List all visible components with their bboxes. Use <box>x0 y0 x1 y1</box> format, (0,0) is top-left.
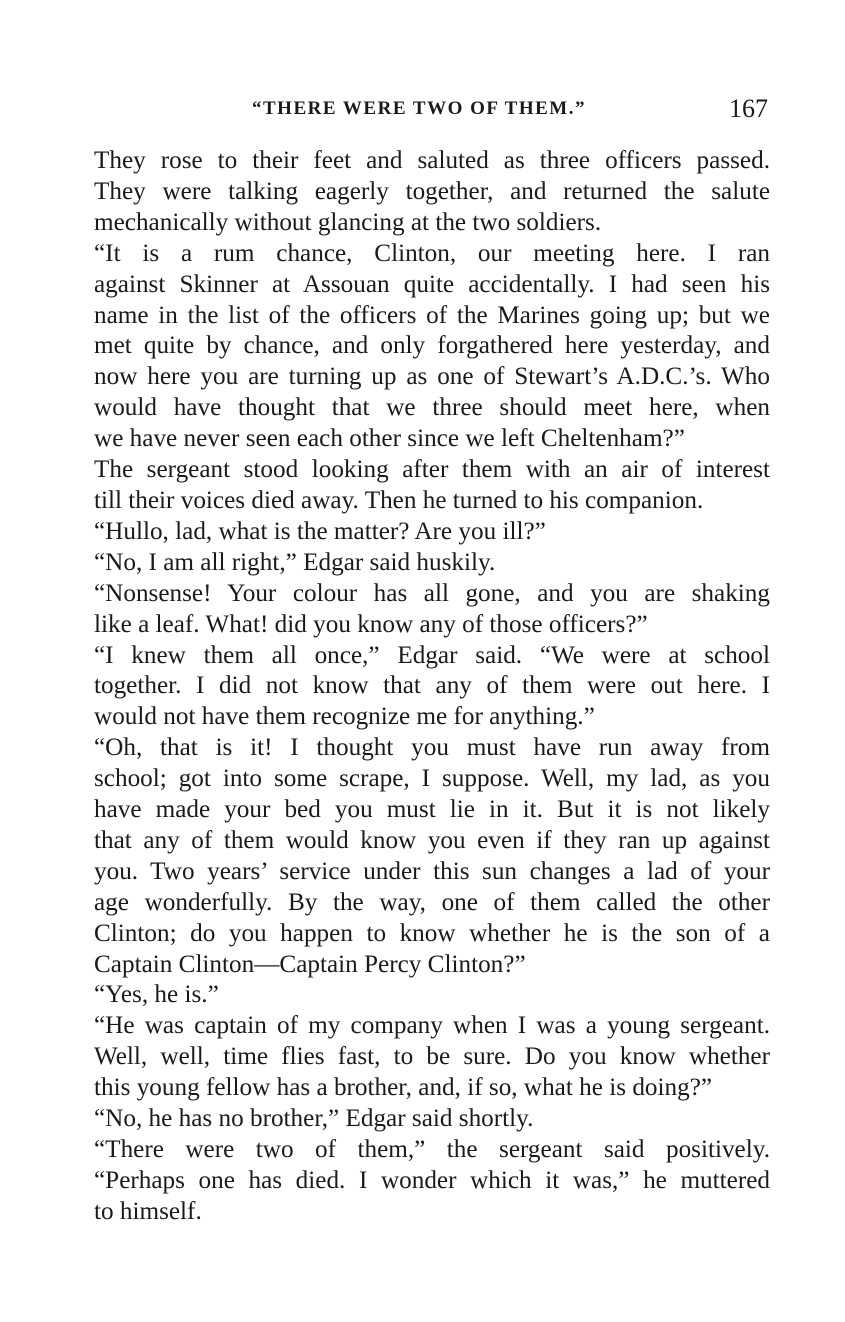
paragraph <box>68 641 770 734</box>
text-line: against Skinner at Assouan quite accidentally. I had seen his <box>94 270 770 298</box>
text-line: “Yes, he is.” <box>94 981 219 1009</box>
text-line: name in the list of the officers of the Marines going up; but we <box>94 301 770 329</box>
paragraph <box>68 980 770 1011</box>
text-line: Well, well, time flies fast, to be sure. Do you know whether <box>94 1043 770 1071</box>
paragraph <box>68 548 770 579</box>
text-line: They were talking eagerly together, and returned the salute <box>94 177 770 205</box>
text-line: “There were two of them,” the sergeant said positively. <box>94 1136 770 1163</box>
paragraph <box>68 579 770 641</box>
text-line: till their voices died away. Then he turned to his companion. <box>94 486 704 514</box>
running-head: “THERE WERE TWO OF THEM.” <box>252 98 586 119</box>
text-line: mechanically without glancing at the two soldiers. <box>94 208 602 236</box>
page-body <box>68 146 770 1228</box>
text-line: you. Two years’ service under this sun changes a lad of your <box>94 857 770 885</box>
text-line: age wonderfully. By the way, one of them called the other <box>94 888 770 916</box>
paragraph <box>68 517 770 548</box>
text-line: like a leaf. What! did you know any of those officers?” <box>94 610 648 638</box>
page-header <box>68 94 770 128</box>
text-line: “Oh, that is it! I thought you must have run away from <box>94 734 770 762</box>
text-line: “No, he has no brother,” Edgar said shortly. <box>94 1105 534 1133</box>
paragraph <box>68 733 770 980</box>
text-line: Captain Clinton—Captain Percy Clinton?” <box>94 950 526 978</box>
text-line: “Hullo, lad, what is the matter? Are you ill?” <box>94 517 546 545</box>
text-line: would have thought that we three should meet here, when <box>94 394 770 422</box>
text-line: now here you are turning up as one of Stewart’s A.D.C.’s. Who <box>94 363 770 391</box>
text-line: together. I did not know that any of them were out here. I <box>94 672 770 700</box>
paragraph <box>68 239 770 455</box>
text-line: would not have them recognize me for anything.” <box>94 703 595 731</box>
text-line: “Nonsense! Your colour has all gone, and you are shaking <box>94 579 770 607</box>
page-number: 167 <box>729 94 768 123</box>
text-line: They rose to their feet and saluted as three officers passed. <box>94 147 770 174</box>
paragraph <box>68 1135 770 1228</box>
text-line: The sergeant stood looking after them with an air of interest <box>94 456 770 484</box>
text-line: that any of them would know you even if they ran up against <box>94 826 770 854</box>
text-line: school; got into some scrape, I suppose. Well, my lad, as you <box>94 765 770 793</box>
text-line: “He was captain of my company when I was a young sergeant. <box>94 1012 770 1040</box>
paragraph <box>68 146 770 239</box>
paragraph <box>68 1104 770 1135</box>
text-line: this young fellow has a brother, and, if so, what he is doing?” <box>94 1074 713 1102</box>
text-line: “No, I am all right,” Edgar said huskily. <box>94 548 496 576</box>
text-line: Clinton; do you happen to know whether he is the son of a <box>94 919 770 947</box>
text-line: have made your bed you must lie in it. But it is not likely <box>94 796 770 824</box>
text-line: “I knew them all once,” Edgar said. “We were at school <box>94 641 770 669</box>
text-line: we have never seen each other since we left Cheltenham?” <box>94 425 685 453</box>
text-line: “It is a rum chance, Clinton, our meeting here. I ran <box>94 239 770 267</box>
text-line: “Perhaps one has died. I wonder which it was,” he muttered <box>94 1166 770 1194</box>
text-line: met quite by chance, and only forgathered here yesterday, and <box>94 332 770 360</box>
paragraph <box>68 455 770 517</box>
paragraph <box>68 1011 770 1104</box>
text-line: to himself. <box>94 1197 202 1225</box>
